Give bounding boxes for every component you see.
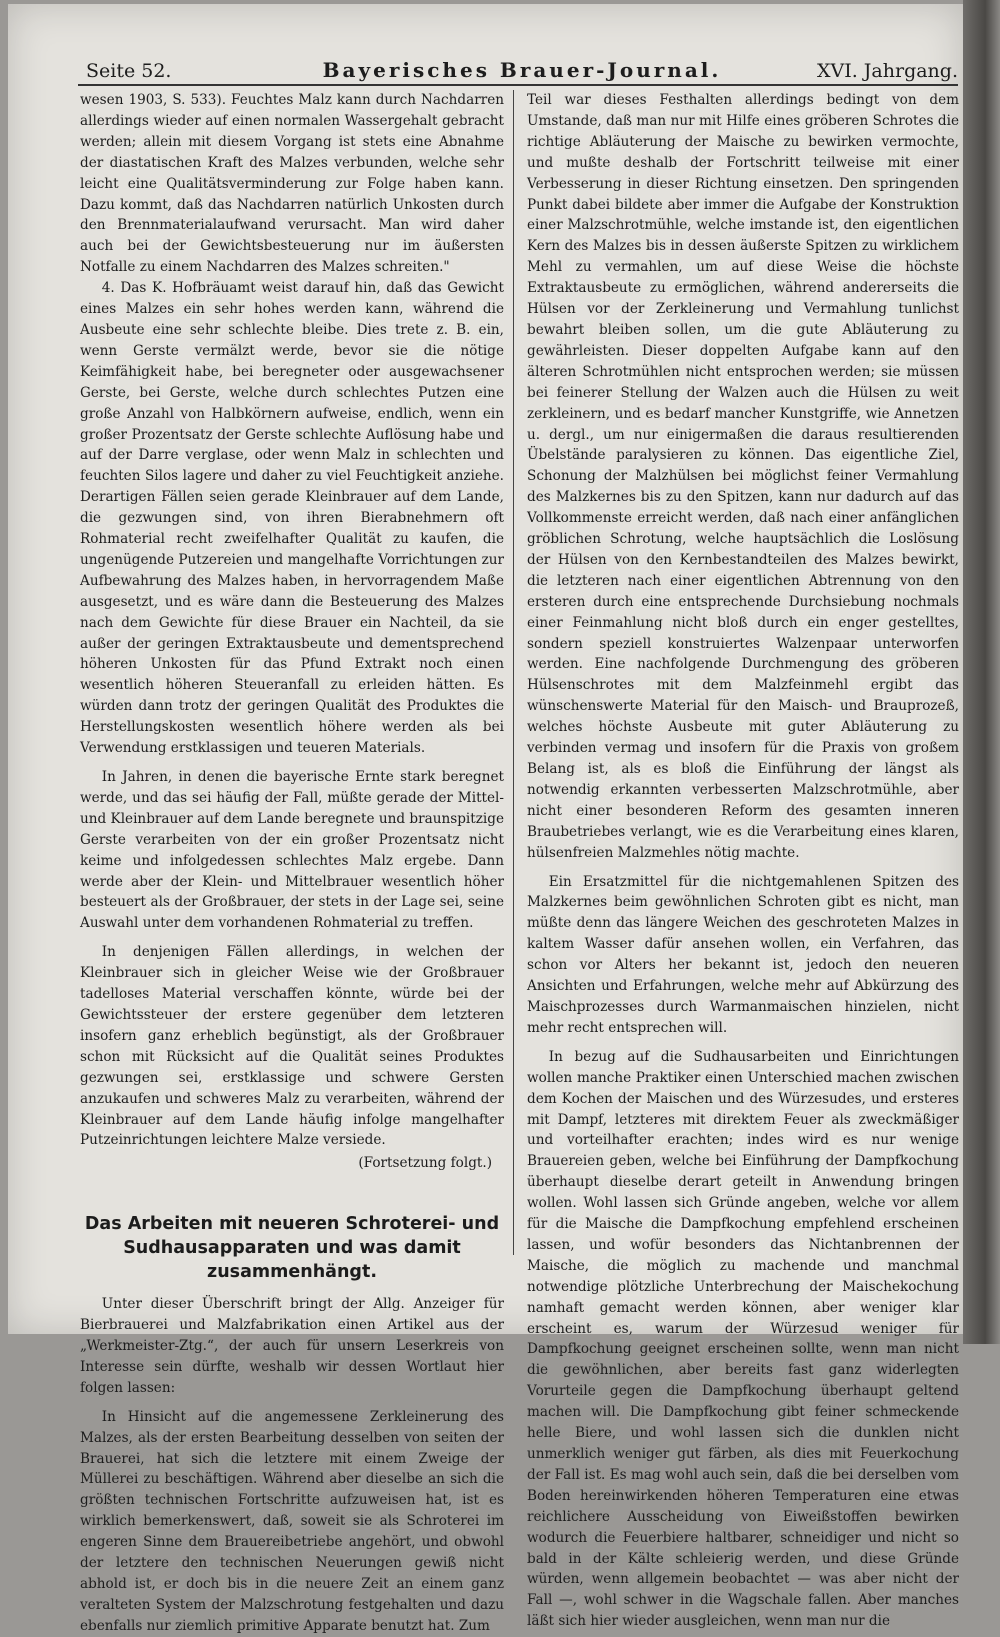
column-divider <box>513 90 514 1255</box>
paragraph: In Hinsicht auf die angemessene Zerkleinerung des Malzes, als der ersten Bearbeitung desselben von seiten der Brauerei, hat sich die letztere mit einem Zweige der Müllerei zu beschäftigen. Während aber dieselbe an sich die größten technischen Fortschritte aufzuweisen hat, ist es wirklich bemerkenswert, daß, soweit sie als Schroterei im engeren Sinne dem Brauereibetriebe angehört, und obwohl der letztere den technischen Neuerungen gewiß nicht abhold ist, er doch bis in die neuere Zeit an einem ganz veralteten System der Malzschrotung festgehalten und dazu ebenfalls nur ziemlich primitive Apparate benutzt hat. Zum <box>80 1408 504 1634</box>
paragraph: Unter dieser Überschrift bringt der Allg. Anzeiger für Bierbrauerei und Malzfabrikation einen Artikel aus der „Werkmeister-Ztg.“, der auch für unsern Leserkreis von Interesse sein dürfte, weshalb wir dessen Wortlaut hier folgen lassen: <box>80 1296 504 1396</box>
left-column <box>80 90 504 1637</box>
paragraph: 4. Das K. Hofbräuamt weist darauf hin, daß das Gewicht eines Malzes ein sehr hohes werden kann, während die Ausbeute eine sehr schlechte bleibe. Dies trete z. B. ein, wenn Gerste vermälzt werde, bevor sie die nötige Keimfähigkeit habe, bei beregneter oder ausgewachsener Gerste, bei Gerste, welche durch schlechtes Putzen eine große Anzahl von Halbkörnern aufweise, endlich, wenn ein großer Prozentsatz der Gerste schlechte Auflösung habe und auf der Darre verglase, oder wenn Malz in schlechten und feuchten Silos lagere und daher zu viel Feuchtigkeit anziehe. Derartigen Fällen seien gerade Kleinbrauer auf dem Lande, die gezwungen sind, von ihren Bierabnehmern oft Rohmaterial recht zweifelhafter Qualität zu kaufen, die ungenügende Putzereien und mangelhafte Vorrichtungen zur Aufbewahrung des Malzes haben, in hervorragendem Maße ausgesetzt, und es wäre dann die Besteuerung des Malzes nach dem Gewichte für diese Brauer ein Nachteil, da sie außer der geringen Extraktausbeute und dementsprechend höheren Unkosten für das Pfund Extrakt noch einen wesentlich höheren Steueranfall zu erleiden hätten. Es würden dann trotz der geringen Qualität des Produktes die Herstellungskosten wesentlich höhere werden als bei Verwendung erstklassigen und teueren Materials. <box>80 280 504 757</box>
paragraph: Teil war dieses Festhalten allerdings bedingt von dem Umstande, daß man nur mit Hilfe eines gröberen Schrotes die richtige Abläuterung der Maische zu bewirken vermochte, und mußte deshalb der Fortschritt teilweise mit einer Verbesserung in dieser Richtung einsetzen. Den springenden Punkt dabei bildete aber immer die Aufgabe der Konstruktion einer Malzschrotmühle, welche imstande ist, den eigentlichen Kern des Malzes bis in dessen äußerste Spitzen zu wirklichem Mehl zu vermahlen, um auf diese Weise die höchste Extraktausbeute zu ermöglichen, während andererseits die Hülsen vor der Zerkleinerung und Vermahlung tunlichst bewahrt bleiben sollen, um die gute Abläuterung zu gewährleisten. Dieser doppelten Aufgabe kann auf den älteren Schrotmühlen nicht entsprochen werden; sie müssen bei feinerer Stellung der Walzen auch die Hülsen zu weit zerkleinern, und es bedarf mancher Kunstgriffe, wie Annetzen u. dergl., um nur einigermaßen die daraus resultierenden Übelstände paralysieren zu können. Das eigentliche Ziel, Schonung der Malzhülsen bei möglichst feiner Vermahlung des Malzkernes bis zu den Spitzen, kann nur dadurch auf das Vollkommenste erreicht werden, daß nach einer anfänglichen gröblichen Schrotung, welche hauptsächlich die Loslösung der Hülsen von den Kernbestandteilen des Malzes bewirkt, die letzteren nach einer eigentlichen Abtrennung von den ersteren durch eine entsprechende Durchsiebung nochmals einer Feinmahlung nicht bloß durch ein enger gestelltes, sondern speziell konstruiertes Walzenpaar unterworfen werden. Eine nachfolgende Durchmengung des gröberen Hülsenschrotes mit dem Malzfeinmehl ergibt das wünschenswerte Material für den Maisch- und Brauprozeß, welches höchste Ausbeute mit guter Abläuterung zu verbinden vermag und insofern für die Praxis von großem Belang ist, als es bloß die Einführung der längst als notwendig erkannten verbesserten Malzschrotmühle, aber nicht einer besonderen Reform des gesamten inneren Braubetriebes verlangt, wie es die Verarbeitung eines klaren, hülsenfreien Malzmehles nötig machte. <box>527 92 959 861</box>
continuation-note: (Fortsetzung folgt.) <box>358 1155 492 1172</box>
article-headline: Das Arbeiten mit neueren Schroterei- und Sudhausapparaten und was damit zusammenhängt. <box>84 1214 500 1283</box>
page-header <box>86 56 958 86</box>
header-rule <box>78 84 958 86</box>
page-number: Seite 52. <box>86 60 172 82</box>
right-column <box>527 90 959 1632</box>
paragraph: Ein Ersatzmittel für die nichtgemahlenen Spitzen des Malzkernes beim gewöhnlichen Schroten gibt es nicht, man müßte denn das längere Weichen des geschroteten Malzes in kaltem Wasser dafür ansehen wollen, ein Verfahren, das schon vor Alters her bekannt ist, jedoch den neueren Ansichten und Erfahrungen, welche mehr auf Abkürzung des Maischprozesses durch Warmanmaischen hinzielen, nicht mehr recht entsprechen will. <box>527 873 959 1036</box>
paragraph: wesen 1903, S. 533). Feuchtes Malz kann durch Nachdarren allerdings wieder auf einen normalen Wassergehalt gebracht werden; allein mit diesem Vorgang ist stets eine Abnahme der diastatischen Kraft des Malzes verbunden, welche sehr leicht eine Qualitätsverminderung zur Folge haben kann. Dazu kommt, daß das Nachdarren natürlich Unkosten durch den Brennmaterialaufwand verursacht. Man wird daher auch bei der Gewichtsbesteuerung nur im äußersten Notfalle zu einem Nachdarren des Malzes schreiten." <box>80 92 504 276</box>
paragraph: In denjenigen Fällen allerdings, in welchen der Kleinbrauer sich in gleicher Weise wie der Großbrauer tadelloses Material verschaffen könnte, würde bei der Gewichtssteuer der erstere gegenüber dem letzteren insofern ganz erheblich begünstigt, als der Großbrauer schon mit Rücksicht auf die Qualität seines Produktes gezwungen sei, erstklassige und schwere Gersten anzukaufen und schweres Malz zu verarbeiten, während der Kleinbrauer auf dem Lande häufig infolge mangelhafter Putzeinrichtungen leichtere Malze versiede. <box>80 944 504 1149</box>
journal-title: Bayerisches Brauer-Journal. <box>322 58 722 82</box>
volume-label: XVI. Jahrgang. <box>816 60 958 82</box>
paragraph: In bezug auf die Sudhausarbeiten und Einrichtungen wollen manche Praktiker einen Unterschied machen zwischen dem Kochen der Maischen und des Würzesudes, und ersteres mit Dampf, letzteres mit direktem Feuer als zweckmäßiger und vorteilhafter erachten; indes wird es nur wenige Brauereien geben, welche bei Einführung der Dampfkochung überhaupt dieselbe derart geteilt in Anwendung bringen wollen. Wohl lassen sich Gründe angeben, welche vor allem für die Maische die Dampfkochung empfehlend erscheinen lassen, und wofür besonders das Nichtanbrennen der Maische, die möglich zu machende und manchmal notwendige plötzliche Unterbrechung der Maischekochung namhaft gemacht werden können, aber weniger klar erscheint es, warum der Würzesud weniger für Dampfkochung geeignet erscheinen sollte, wenn man nicht die gewöhnlichen, aber bereits fast ganz widerlegten Vorurteile gegen die Dampfkochung überhaupt geltend machen will. Die Dampfkochung gibt feiner schmeckende helle Biere, und wohl lassen sich die dunklen nicht unmerklich weniger gut färben, als dies mit Feuerkochung der Fall ist. Es mag wohl auch sein, daß die bei derselben vom Boden hereinwirkenden höheren Temperaturen eine etwas reichlichere Ausscheidung von Eiweißstoffen bewirken wodurch die Feuerbiere haltbarer, schneidiger und nicht so bald in der Kälte schleierig werden, und diese Gründe würden, wenn allgemein beobachtet — was aber nicht der Fall —, wohl schwer in die Wagschale fallen. Aber manches läßt sich hier wieder ausgleichen, wenn man nur die <box>527 1048 959 1630</box>
binding-edge <box>963 0 1000 1344</box>
paragraph: In Jahren, in denen die bayerische Ernte stark beregnet werde, und das sei häufig der Fall, müßte gerade der Mittel- und Kleinbrauer auf dem Lande beregnete und braunspitzige Gerste verarbeiten von der ein großer Prozentsatz nicht keime und infolgedessen schlechtes Malz ergebe. Dann werde aber der Klein- und Mittelbrauer wesentlich höher besteuert als der Großbrauer, der stets in der Lage sei, seine Auswahl unter dem vorhandenen Rohmaterial zu treffen. <box>80 769 504 932</box>
